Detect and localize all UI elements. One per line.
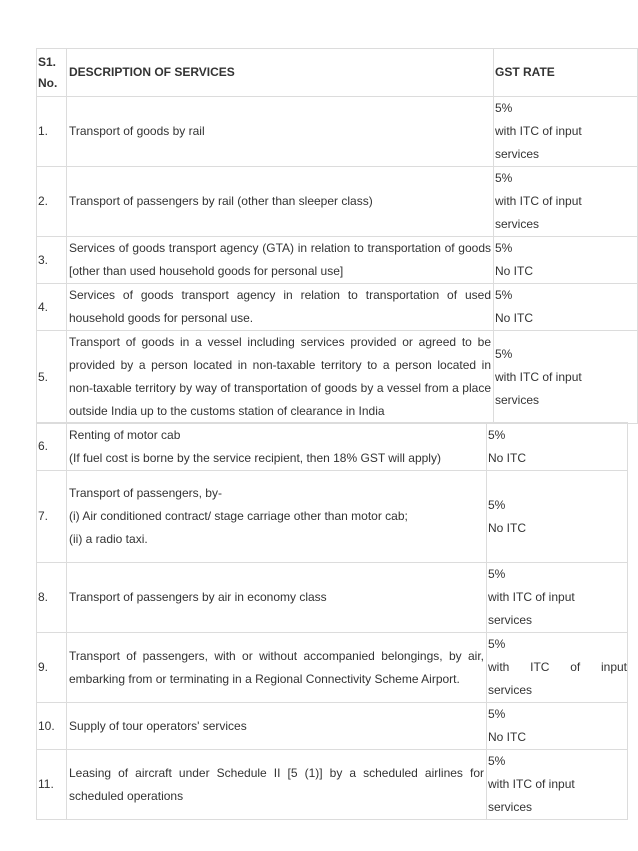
- table-row: 7. Transport of passengers, by- (i) Air conditioned contract/ stage carriage other than motor cab; (ii) a radio taxi. 5% No ITC: [37, 471, 628, 563]
- table-row: 4. Services of goods transport agency in relation to transportation of used household goods for personal use. 5% No ITC: [37, 284, 638, 331]
- table-row: 2. Transport of passengers by rail (other than sleeper class) 5% with ITC of input services: [37, 167, 638, 237]
- table-row: 9. Transport of passengers, with or without accompanied belongings, by air, embarking from or terminating in a Regional Connectivity Scheme Airport. 5% with ITC of input services: [37, 633, 628, 703]
- table-row: 5. Transport of goods in a vessel including services provided or agreed to be provided by a person located in non-taxable territory to a person located in non-taxable territory by way of transportation of goods by a vessel from a place outside India up to the customs station of clearance in India 5% with ITC of input services: [37, 331, 638, 424]
- gst-table-part-2: [36, 422, 628, 820]
- table-row: 11. Leasing of aircraft under Schedule II [5 (1)] by a scheduled airlines for scheduled operations 5% with ITC of input services: [37, 750, 628, 820]
- header-sl-no: S1. No.: [37, 49, 67, 97]
- table-row: 3. Services of goods transport agency (GTA) in relation to transportation of goods [other than used household goods for personal use] 5% No ITC: [37, 237, 638, 284]
- header-gst-rate: GST RATE: [494, 49, 638, 97]
- table-row: 10. Supply of tour operators' services 5% No ITC: [37, 703, 628, 750]
- header-description: DESCRIPTION OF SERVICES: [67, 49, 494, 97]
- table-row: 1. Transport of goods by rail 5% with ITC of input services: [37, 97, 638, 167]
- table-row: 6. Renting of motor cab (If fuel cost is borne by the service recipient, then 18% GST will apply) 5% No ITC: [37, 423, 628, 471]
- table-header-row: [37, 49, 638, 97]
- table-row: 8. Transport of passengers by air in economy class 5% with ITC of input services: [37, 563, 628, 633]
- gst-table-part-1: [36, 48, 638, 424]
